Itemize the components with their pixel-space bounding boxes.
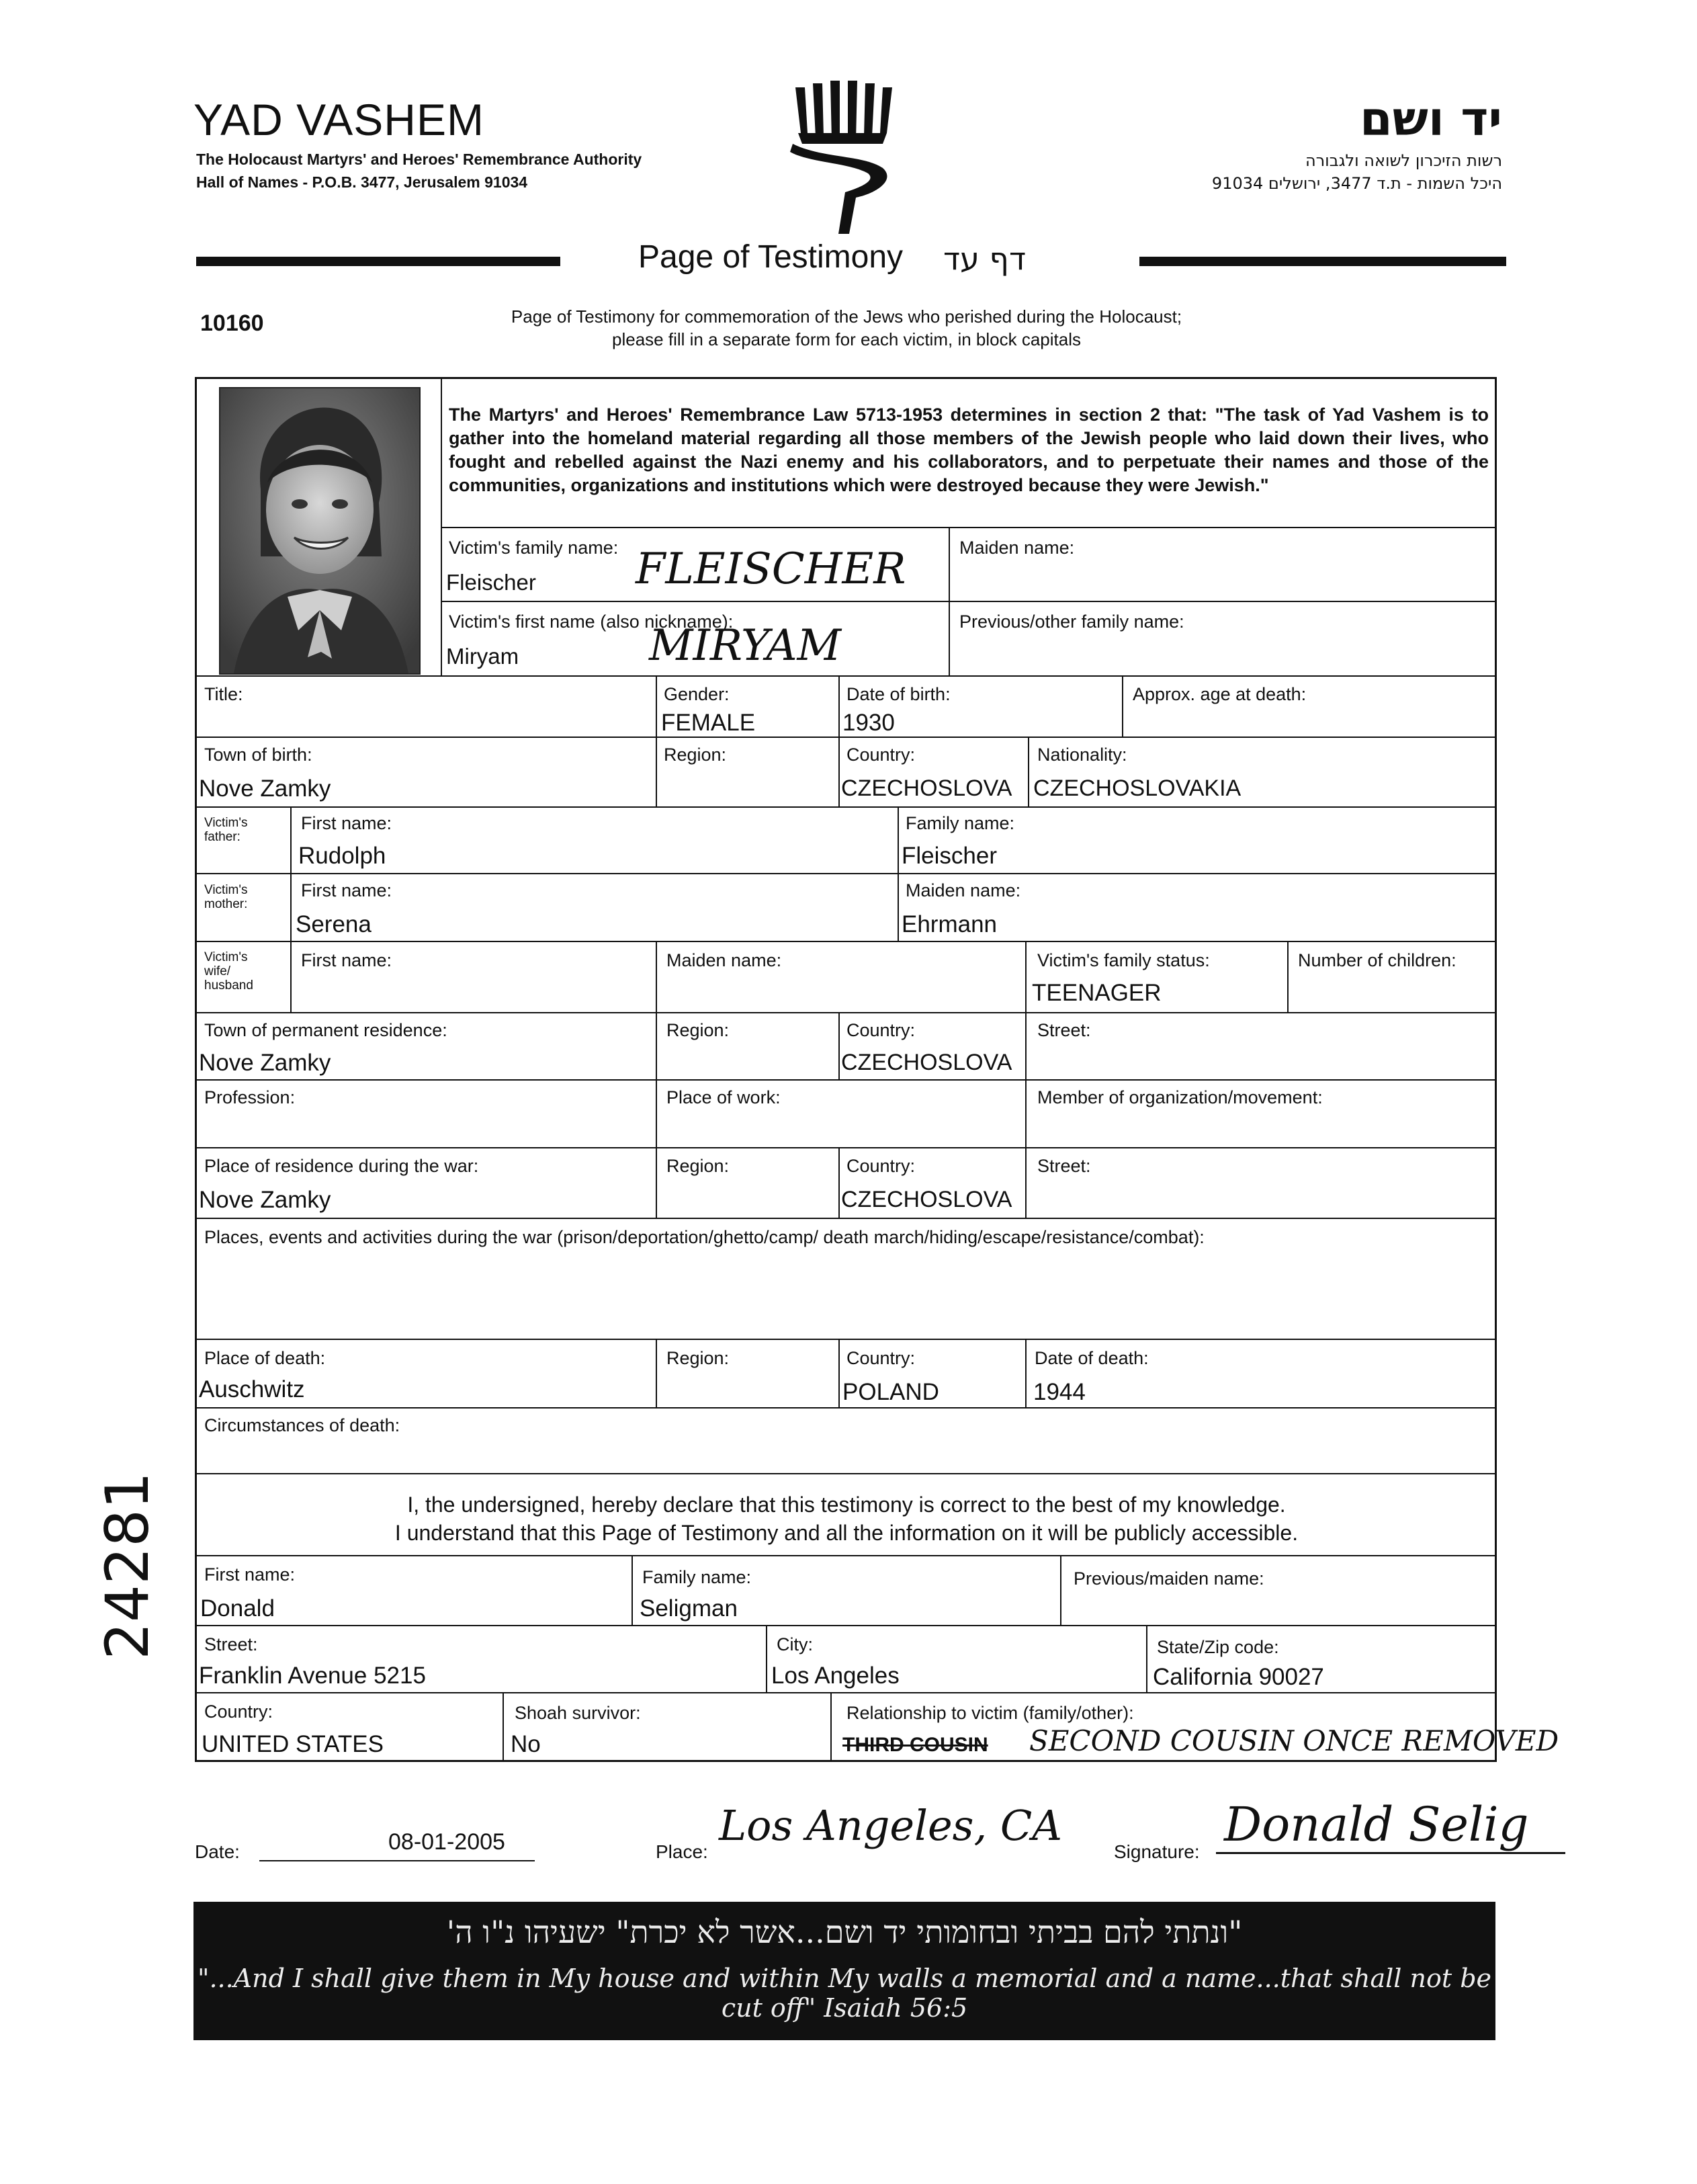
family-status-label: Victim's family status:	[1037, 950, 1210, 970]
rule	[195, 1147, 1497, 1148]
form-number: 10160	[200, 310, 264, 336]
rule	[838, 675, 840, 806]
hebrew-org-subtitle	[1075, 149, 1502, 195]
org-subtitle-line-1: The Holocaust Martyrs' and Heroes' Remembrance Authority	[196, 151, 642, 168]
victim-first-name-handwritten: MIRYAM	[649, 621, 842, 671]
declaration-line-1: I, the undersigned, hereby declare that this testimony is correct to the best of my knowledge.	[407, 1493, 1286, 1517]
spouse-first-name-label: First name:	[301, 950, 392, 970]
nationality-value: CZECHOSLOVAKIA	[1033, 775, 1242, 801]
gender-value: FEMALE	[661, 710, 756, 736]
spouse-row-label-line-1: Victim's	[204, 950, 248, 964]
header-rule-left	[196, 257, 560, 266]
submitter-state-value: California 90027	[1153, 1664, 1324, 1690]
father-family-name-label: Family name:	[906, 813, 1015, 833]
birth-region-label: Region:	[664, 745, 727, 765]
rule	[195, 1692, 1497, 1693]
yad-vashem-logo-icon	[782, 79, 903, 241]
death-country-label: Country:	[846, 1348, 916, 1368]
father-row-label	[204, 816, 248, 844]
father-first-name-label: First name:	[301, 813, 392, 833]
date-of-death-label: Date of death:	[1035, 1348, 1149, 1368]
victim-photo	[219, 387, 421, 675]
rule	[195, 1079, 1497, 1081]
page-title-hebrew: דף עד	[943, 241, 1027, 277]
hebrew-org-name: יד ושם	[1360, 91, 1502, 146]
date-label: Date:	[195, 1841, 240, 1862]
victim-family-name-label: Victim's family name:	[449, 538, 619, 558]
header-rule-right	[1139, 257, 1506, 266]
rule	[838, 1339, 840, 1407]
submitter-family-name-label: Family name:	[642, 1567, 752, 1587]
spouse-row-label-line-2: wife/	[204, 964, 231, 978]
war-country-label: Country:	[846, 1156, 916, 1176]
father-first-name: Rudolph	[298, 843, 386, 869]
rule	[503, 1692, 504, 1762]
relationship-label: Relationship to victim (family/other):	[846, 1703, 1134, 1723]
submitter-street-value: Franklin Avenue 5215	[199, 1663, 426, 1689]
rule	[441, 377, 442, 675]
submitter-city-label: City:	[777, 1634, 813, 1654]
war-residence-value: Nove Zamky	[199, 1187, 331, 1213]
rule	[195, 1407, 1497, 1409]
war-country-value: CZECHOSLOVA	[841, 1187, 1012, 1212]
rule	[195, 941, 1497, 942]
maiden-name-label: Maiden name:	[959, 538, 1075, 558]
date-underline	[259, 1860, 535, 1861]
hebrew-subtitle-line-1: רשות הזיכרון לשואה ולגבורה	[1305, 151, 1502, 170]
org-name: YAD VASHEM	[193, 95, 484, 144]
war-region-label: Region:	[666, 1156, 730, 1176]
war-events-label: Places, events and activities during the war (prison/deportation/ghetto/camp/ death march/hiding/escape/resistance/combat):	[204, 1227, 1205, 1247]
rule	[195, 1473, 1497, 1474]
hebrew-subtitle-line-2: היכל השמות - ת.ד 3477, ירושלים 91034	[1211, 174, 1502, 193]
gender-label: Gender:	[664, 684, 730, 704]
instructions	[443, 305, 1250, 351]
mother-row-label	[204, 883, 248, 911]
relationship-struck-text: THIRD COUSIN	[842, 1734, 988, 1756]
permanent-residence-value: Nove Zamky	[199, 1050, 331, 1076]
rule	[838, 1012, 840, 1079]
number-of-children-label: Number of children:	[1298, 950, 1456, 970]
rule	[949, 527, 950, 675]
spouse-row-label-line-3: husband	[204, 978, 253, 993]
residence-country-label: Country:	[846, 1020, 916, 1040]
permanent-residence-label: Town of permanent residence:	[204, 1020, 447, 1040]
shoah-survivor-label: Shoah survivor:	[515, 1703, 641, 1723]
residence-street-label: Street:	[1037, 1020, 1091, 1040]
death-country-value: POLAND	[842, 1379, 939, 1405]
residence-region-label: Region:	[666, 1020, 730, 1040]
submitter-first-name: Donald	[200, 1595, 275, 1622]
rule	[195, 806, 1497, 808]
victim-portrait-image	[220, 388, 419, 673]
shoah-survivor-value: No	[511, 1731, 541, 1757]
remembrance-law-text: The Martyrs' and Heroes' Remembrance Law 5713-1953 determines in section 2 that: "The task of Yad Vashem is to gather into the homeland material regarding all those members of the Jewish people who laid down their lives, who fought and rebelled against the Nazi enemy and his collaborators, and to perpetuate their names and those of the communities, organizations and institutions which were destroyed because they were Jewish."	[449, 405, 1489, 495]
spouse-row-label	[204, 950, 253, 993]
mother-first-name-label: First name:	[301, 880, 392, 900]
signature: Donald Selig	[1224, 1797, 1529, 1852]
rule	[441, 601, 1497, 602]
submitter-state-label: State/Zip code:	[1157, 1637, 1279, 1657]
father-family-name: Fleischer	[902, 843, 997, 869]
mother-row-label-line-1: Victim's	[204, 883, 248, 897]
mother-maiden-name-label: Maiden name:	[906, 880, 1021, 900]
rule	[1060, 1555, 1061, 1625]
war-street-label: Street:	[1037, 1156, 1091, 1176]
family-status-value: TEENAGER	[1032, 980, 1162, 1006]
submitter-country-label: Country:	[204, 1702, 273, 1722]
declaration	[202, 1490, 1491, 1547]
submitter-first-name-label: First name:	[204, 1564, 296, 1585]
place-handwritten: Los Angeles, CA	[719, 1801, 1063, 1850]
victim-first-name: Miryam	[446, 644, 519, 669]
rule	[195, 1555, 1497, 1556]
town-of-birth-value: Nove Zamky	[199, 775, 331, 802]
father-row-label-line-1: Victim's	[204, 816, 248, 830]
rule	[838, 1147, 840, 1218]
rule	[195, 1012, 1497, 1013]
title-label: Title:	[204, 684, 243, 704]
date-value: 08-01-2005	[388, 1829, 505, 1855]
organization-member-label: Member of organization/movement:	[1037, 1087, 1323, 1107]
verse-hebrew: "ונתתי להם בביתי ובחומותי יד ושם...אשר לא יכרת" ישעיהו נ"ו ה'	[446, 1914, 1243, 1950]
birth-country-label: Country:	[846, 745, 916, 765]
war-residence-label: Place of residence during the war:	[204, 1156, 479, 1176]
submitter-family-name: Seligman	[640, 1595, 738, 1622]
rule	[195, 873, 1497, 874]
margin-handwritten-number: 24281	[93, 1472, 162, 1660]
mother-first-name: Serena	[296, 911, 372, 937]
date-of-birth-value: 1930	[842, 710, 895, 736]
rule	[898, 806, 899, 941]
signature-label: Signature:	[1114, 1841, 1200, 1862]
place-label: Place:	[656, 1841, 708, 1862]
rule	[656, 1339, 657, 1407]
rule	[290, 806, 292, 1012]
death-region-label: Region:	[666, 1348, 730, 1368]
date-of-birth-label: Date of birth:	[846, 684, 951, 704]
circumstances-of-death-label: Circumstances of death:	[204, 1415, 400, 1435]
rule	[195, 1339, 1497, 1340]
place-of-death-value: Auschwitz	[199, 1376, 305, 1402]
rule	[195, 675, 1497, 677]
submitter-street-label: Street:	[204, 1634, 258, 1654]
org-subtitle-line-2: Hall of Names - P.O.B. 3477, Jerusalem 91034	[196, 173, 528, 191]
rule	[1025, 1339, 1027, 1407]
date-of-death-value: 1944	[1033, 1379, 1086, 1405]
instructions-line-1: Page of Testimony for commemoration of the Jews who perished during the Holocaust;	[511, 306, 1182, 327]
declaration-line-2: I understand that this Page of Testimony and all the information on it will be publicly accessible.	[394, 1521, 1299, 1545]
rule	[1122, 675, 1123, 737]
rule	[656, 675, 657, 806]
org-subtitle	[196, 148, 747, 194]
submitter-city-value: Los Angeles	[771, 1663, 900, 1689]
submitter-country-value: UNITED STATES	[202, 1731, 384, 1757]
age-at-death-label: Approx. age at death:	[1133, 684, 1307, 704]
rule	[830, 1692, 832, 1762]
birth-country-value: CZECHOSLOVA	[841, 775, 1012, 801]
town-of-birth-label: Town of birth:	[204, 745, 312, 765]
rule	[195, 737, 1497, 738]
rule	[1287, 941, 1289, 1012]
rule	[656, 941, 657, 1218]
page-title: Page of Testimony	[638, 239, 904, 275]
instructions-line-2: please fill in a separate form for each victim, in block capitals	[612, 329, 1081, 349]
mother-row-label-line-2: mother:	[204, 897, 248, 911]
verse-english: "...And I shall give them in My house and within My walls a memorial and a name...that shall not be cut off" Isaiah 56:5	[197, 1964, 1492, 2023]
place-of-work-label: Place of work:	[666, 1087, 781, 1107]
victim-family-name: Fleischer	[446, 570, 536, 595]
submitter-previous-name-label: Previous/maiden name:	[1074, 1568, 1264, 1589]
rule	[195, 1218, 1497, 1219]
victim-family-name-handwritten: FLEISCHER	[636, 544, 906, 594]
rule	[195, 1625, 1497, 1626]
father-row-label-line-2: father:	[204, 830, 241, 844]
profession-label: Profession:	[204, 1087, 296, 1107]
rule	[441, 527, 1497, 528]
previous-family-name-label: Previous/other family name:	[959, 612, 1184, 632]
rule	[1146, 1625, 1147, 1692]
place-of-death-label: Place of death:	[204, 1348, 326, 1368]
rule	[1028, 737, 1029, 806]
rule	[632, 1555, 633, 1625]
mother-maiden-name: Ehrmann	[902, 911, 998, 937]
rule	[766, 1625, 767, 1692]
relationship-handwritten: SECOND COUSIN ONCE REMOVED	[1029, 1724, 1559, 1757]
residence-country-value: CZECHOSLOVA	[841, 1050, 1012, 1075]
signature-stroke	[1216, 1852, 1565, 1854]
spouse-maiden-name-label: Maiden name:	[666, 950, 782, 970]
nationality-label: Nationality:	[1037, 745, 1127, 765]
rule	[1025, 941, 1027, 1218]
victim-first-name-label: Victim's first name (also nickname):	[449, 612, 734, 632]
